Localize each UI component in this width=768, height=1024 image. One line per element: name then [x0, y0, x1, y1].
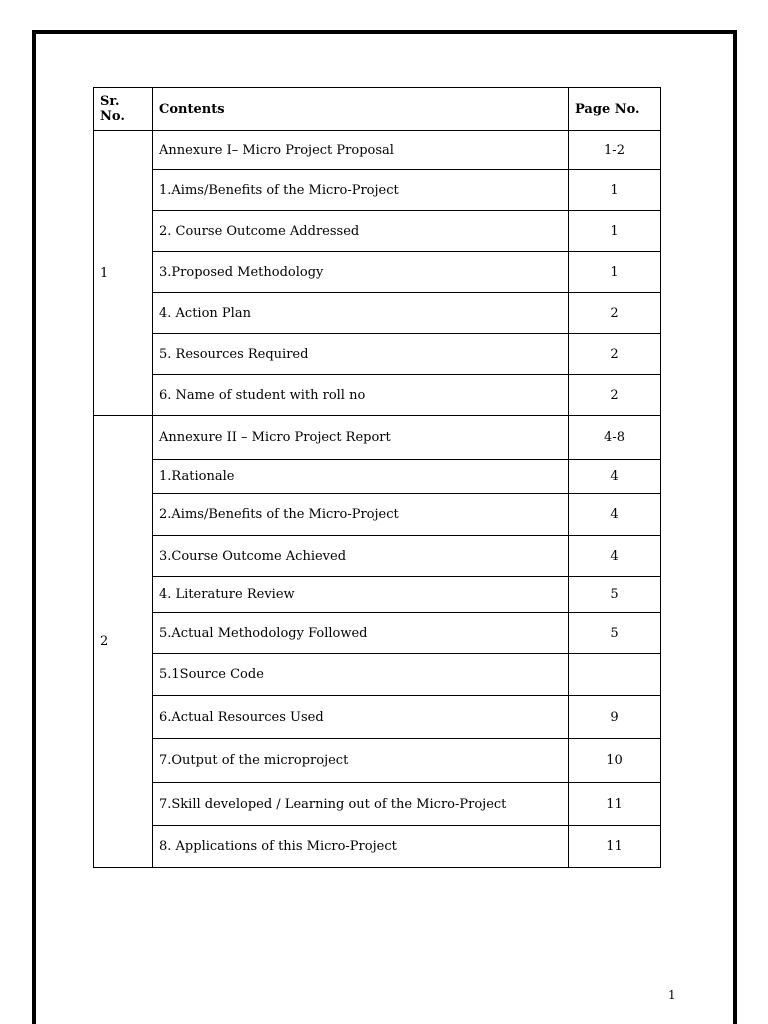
table-row	[94, 416, 661, 460]
page-no-cell: 11	[569, 826, 661, 868]
page-no-cell: 5	[569, 613, 661, 654]
page-no-cell: 11	[569, 783, 661, 826]
table-row	[94, 783, 661, 826]
contents-cell: 8. Applications of this Micro-Project	[153, 826, 569, 868]
page-no-cell: 4	[569, 494, 661, 536]
contents-cell: 6. Name of student with roll no	[153, 375, 569, 416]
table-row	[94, 293, 661, 334]
table-row	[94, 613, 661, 654]
page-no-cell: 2	[569, 334, 661, 375]
contents-cell: 2. Course Outcome Addressed	[153, 211, 569, 252]
contents-cell: 3.Proposed Methodology	[153, 252, 569, 293]
page-no-header: Page No.	[569, 88, 661, 131]
page-no-cell: 1-2	[569, 131, 661, 170]
page-no-cell: 1	[569, 211, 661, 252]
contents-cell: 1.Rationale	[153, 460, 569, 494]
contents-cell: 5.1Source Code	[153, 654, 569, 696]
page-no-cell: 1	[569, 170, 661, 211]
annexure-title-cell: Annexure I– Micro Project Proposal	[153, 131, 569, 170]
table-row	[94, 252, 661, 293]
contents-cell: 6.Actual Resources Used	[153, 696, 569, 739]
table-row	[94, 494, 661, 536]
table-row	[94, 739, 661, 783]
page-no-cell	[569, 654, 661, 696]
page-no-cell: 2	[569, 293, 661, 334]
table-row	[94, 460, 661, 494]
contents-cell: 5.Actual Methodology Followed	[153, 613, 569, 654]
page-no-cell: 10	[569, 739, 661, 783]
contents-cell: 1.Aims/Benefits of the Micro-Project	[153, 170, 569, 211]
sr-no-cell: 1	[94, 131, 153, 416]
table-body	[94, 131, 661, 868]
contents-cell: 4. Literature Review	[153, 577, 569, 613]
table-row	[94, 654, 661, 696]
page-no-cell: 5	[569, 577, 661, 613]
page-no-cell: 9	[569, 696, 661, 739]
page-no-cell: 4	[569, 536, 661, 577]
page-no-cell: 1	[569, 252, 661, 293]
table-row	[94, 577, 661, 613]
table-row	[94, 131, 661, 170]
contents-cell: 4. Action Plan	[153, 293, 569, 334]
table-row	[94, 170, 661, 211]
page-number: 1	[668, 988, 676, 1002]
table-row	[94, 826, 661, 868]
sr-no-header: Sr. No.	[94, 88, 153, 131]
page-no-cell: 2	[569, 375, 661, 416]
contents-cell: 5. Resources Required	[153, 334, 569, 375]
table-row	[94, 536, 661, 577]
contents-header: Contents	[153, 88, 569, 131]
contents-cell: 2.Aims/Benefits of the Micro-Project	[153, 494, 569, 536]
page-no-cell: 4	[569, 460, 661, 494]
contents-cell: 7.Output of the microproject	[153, 739, 569, 783]
table-row	[94, 375, 661, 416]
annexure-title-cell: Annexure II – Micro Project Report	[153, 416, 569, 460]
table-row	[94, 211, 661, 252]
sr-no-cell: 2	[94, 416, 153, 868]
table-header-row	[94, 88, 661, 131]
table-row	[94, 696, 661, 739]
contents-cell: 3.Course Outcome Achieved	[153, 536, 569, 577]
page-no-cell: 4-8	[569, 416, 661, 460]
contents-table	[93, 87, 661, 868]
contents-cell: 7.Skill developed / Learning out of the Micro-Project	[153, 783, 569, 826]
table-row	[94, 334, 661, 375]
